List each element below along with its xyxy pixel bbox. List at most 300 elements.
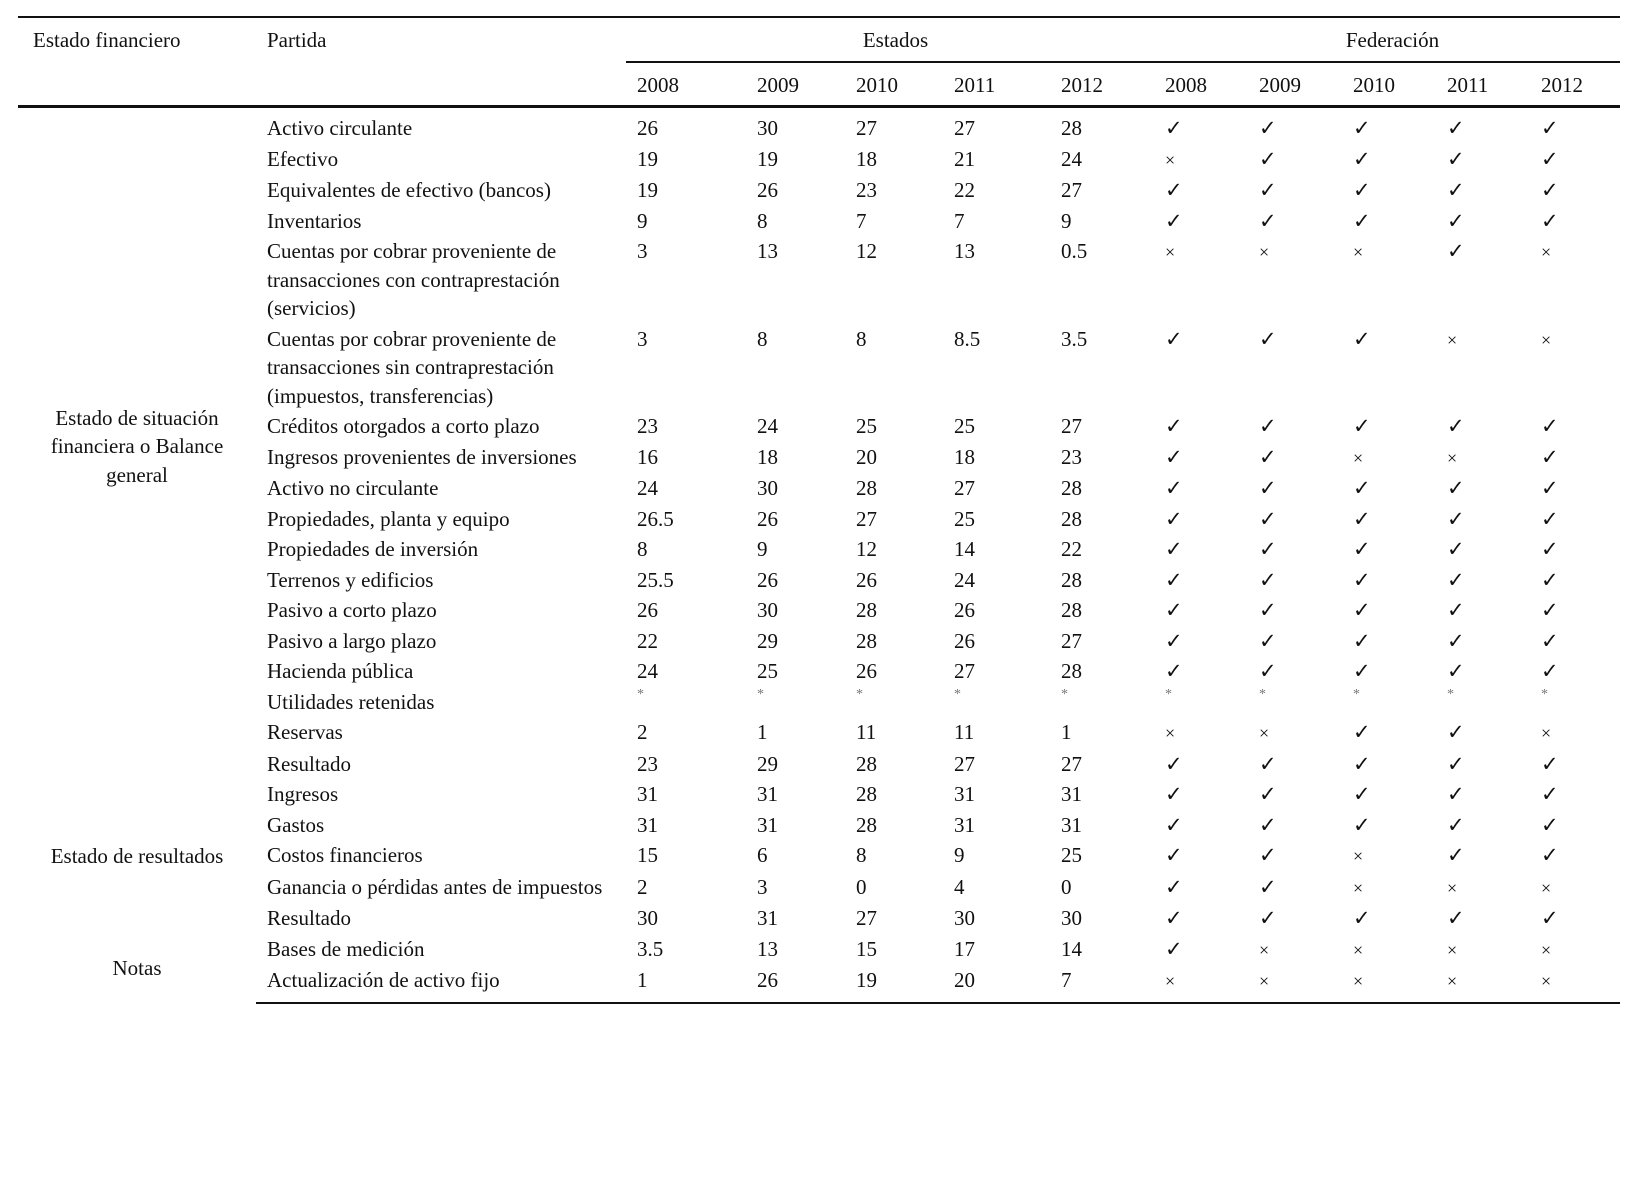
federacion-2010-check-icon xyxy=(1342,504,1436,535)
table-row xyxy=(18,595,1620,626)
estados-value-2009: 31 xyxy=(757,812,778,837)
cross-icon: × xyxy=(1353,939,1364,960)
estados-value-2011: 22 xyxy=(954,178,975,202)
estados-value-2008: 25.5 xyxy=(637,567,674,592)
check-icon: ✓ xyxy=(1447,628,1465,653)
estados-value-2010: 28 xyxy=(856,751,877,776)
asterisk-mark: * xyxy=(757,686,764,702)
federacion-2009-cross-icon xyxy=(1248,965,1342,1003)
estados-value-2011: 9 xyxy=(954,843,965,867)
federacion-2011-check-icon xyxy=(1436,749,1530,780)
header-year-estados-2010: 2010 xyxy=(845,62,943,107)
estados-value-2008 xyxy=(626,687,746,718)
federacion-2011-check-icon xyxy=(1436,504,1530,535)
federacion-2011-cross-icon xyxy=(1436,324,1530,412)
check-icon: ✓ xyxy=(1259,208,1277,233)
federacion-2011-check-icon xyxy=(1436,565,1530,596)
check-icon: ✓ xyxy=(1259,906,1277,930)
check-icon: ✓ xyxy=(1259,146,1277,171)
federacion-2012-cross-icon xyxy=(1530,324,1620,412)
federacion-2009-check-icon xyxy=(1248,749,1342,780)
check-icon: ✓ xyxy=(1165,812,1183,837)
partida-cell: Resultado xyxy=(267,751,351,776)
estados-value-2009: 29 xyxy=(757,751,778,776)
estados-value-2012: 14 xyxy=(1061,936,1082,961)
check-icon: ✓ xyxy=(1541,208,1559,233)
check-icon: ✓ xyxy=(1353,659,1371,683)
estados-value-2009: 25 xyxy=(757,659,778,683)
header-partida: Partida xyxy=(256,17,626,107)
estados-value-2011: 24 xyxy=(954,567,975,592)
federacion-2012-asterisk-mark xyxy=(1530,687,1620,718)
table-row xyxy=(18,965,1620,1003)
estados-value-2010: 28 xyxy=(856,812,877,837)
federacion-2012-check-icon xyxy=(1530,840,1620,872)
federacion-2011-check-icon xyxy=(1436,626,1530,657)
estados-value-2008: 26 xyxy=(637,598,658,622)
estados-value-2011: 8.5 xyxy=(954,326,981,351)
header-year-estados-2011: 2011 xyxy=(943,62,1050,107)
estados-value-2009: 9 xyxy=(757,537,768,561)
check-icon: ✓ xyxy=(1353,628,1371,653)
cross-icon: × xyxy=(1165,971,1176,991)
check-icon: ✓ xyxy=(1541,751,1559,776)
check-icon: ✓ xyxy=(1353,178,1371,202)
estados-value-2008: 23 xyxy=(637,414,658,438)
estados-value-2008: 15 xyxy=(637,843,658,867)
check-icon: ✓ xyxy=(1447,843,1465,867)
federacion-2011-check-icon xyxy=(1436,144,1530,176)
check-icon: ✓ xyxy=(1353,812,1371,837)
header-year-federacion-2011: 2011 xyxy=(1436,62,1530,107)
table-row xyxy=(18,872,1620,904)
federacion-2010-asterisk-mark xyxy=(1342,687,1436,718)
check-icon: ✓ xyxy=(1541,178,1559,202)
estados-value-2011: 21 xyxy=(954,146,975,171)
check-icon: ✓ xyxy=(1165,906,1183,930)
estados-value-2009: 19 xyxy=(757,146,778,171)
table-row xyxy=(18,934,1620,966)
federacion-2012-cross-icon xyxy=(1530,872,1620,904)
federacion-2008-check-icon xyxy=(1154,595,1248,626)
estados-value-2009: 8 xyxy=(757,326,768,351)
federacion-2010-check-icon xyxy=(1342,626,1436,657)
estados-value-2011: 27 xyxy=(954,659,975,683)
federacion-2008-check-icon xyxy=(1154,411,1248,442)
estados-value-2010: 15 xyxy=(856,936,877,961)
partida-cell: Ingresos xyxy=(267,782,339,806)
check-icon: ✓ xyxy=(1353,326,1371,351)
check-icon: ✓ xyxy=(1447,751,1465,776)
federacion-2009-check-icon xyxy=(1248,565,1342,596)
federacion-2008-check-icon xyxy=(1154,749,1248,780)
check-icon: ✓ xyxy=(1541,567,1559,592)
check-icon: ✓ xyxy=(1259,782,1277,806)
partida-cell: Inventarios xyxy=(267,208,362,233)
cross-icon: × xyxy=(1353,877,1364,898)
federacion-2011-check-icon xyxy=(1436,473,1530,504)
cross-icon: × xyxy=(1541,723,1552,743)
check-icon: ✓ xyxy=(1353,782,1371,806)
check-icon: ✓ xyxy=(1353,567,1371,592)
estados-value-2009: 18 xyxy=(757,444,778,469)
check-icon: ✓ xyxy=(1447,537,1465,561)
check-icon: ✓ xyxy=(1353,598,1371,622)
federacion-2009-check-icon xyxy=(1248,473,1342,504)
federacion-2009-check-icon xyxy=(1248,872,1342,904)
federacion-2010-check-icon xyxy=(1342,144,1436,176)
partida-cell: Terrenos y edificios xyxy=(267,567,434,592)
federacion-2008-check-icon xyxy=(1154,175,1248,206)
estados-value-2010: 25 xyxy=(856,414,877,438)
federacion-2012-check-icon xyxy=(1530,442,1620,474)
header-federacion: Federación xyxy=(1154,17,1620,62)
check-icon: ✓ xyxy=(1447,812,1465,837)
asterisk-mark: * xyxy=(1165,686,1172,702)
check-icon: ✓ xyxy=(1353,116,1371,140)
federacion-2010-check-icon xyxy=(1342,656,1436,687)
header-year-federacion-2012: 2012 xyxy=(1530,62,1620,107)
check-icon: ✓ xyxy=(1353,751,1371,776)
estados-value-2009: 26 xyxy=(746,965,845,1003)
check-icon: ✓ xyxy=(1541,598,1559,622)
check-icon: ✓ xyxy=(1541,906,1559,930)
federacion-2011-check-icon xyxy=(1436,810,1530,841)
cross-icon: × xyxy=(1165,242,1176,262)
estados-value-2009: 26 xyxy=(757,178,778,202)
estados-value-2009 xyxy=(746,687,845,718)
federacion-2010-check-icon xyxy=(1342,595,1436,626)
partida-cell: Activo circulante xyxy=(267,116,413,140)
check-icon: ✓ xyxy=(1259,628,1277,653)
estados-value-2010: 27 xyxy=(856,116,877,140)
header-year-federacion-2009: 2009 xyxy=(1248,62,1342,107)
federacion-2010-check-icon xyxy=(1342,903,1436,934)
partida-cell: Bases de medición xyxy=(267,936,425,961)
check-icon: ✓ xyxy=(1541,843,1559,867)
federacion-2010-check-icon xyxy=(1342,411,1436,442)
estados-value-2010: 28 xyxy=(856,782,877,806)
federacion-2012-check-icon xyxy=(1530,626,1620,657)
estados-value-2012: 28 xyxy=(1061,506,1082,531)
federacion-2009-check-icon xyxy=(1248,107,1342,144)
federacion-2008-cross-icon xyxy=(1154,965,1248,1003)
federacion-2009-check-icon xyxy=(1248,779,1342,810)
check-icon: ✓ xyxy=(1259,751,1277,776)
check-icon: ✓ xyxy=(1165,178,1183,202)
partida-cell: Equivalentes de efectivo (bancos) xyxy=(267,178,551,202)
federacion-2011-check-icon xyxy=(1436,411,1530,442)
federacion-2012-check-icon xyxy=(1530,504,1620,535)
federacion-2008-check-icon xyxy=(1154,779,1248,810)
check-icon: ✓ xyxy=(1259,116,1277,140)
estados-value-2012: 27 xyxy=(1061,178,1082,202)
estados-value-2012: 22 xyxy=(1061,537,1082,561)
federacion-2010-cross-icon xyxy=(1342,840,1436,872)
table-row xyxy=(18,411,1620,442)
federacion-2008-cross-icon xyxy=(1154,236,1248,324)
estados-value-2009: 30 xyxy=(757,116,778,140)
estados-value-2011: 31 xyxy=(954,812,975,837)
estados-value-2012: 9 xyxy=(1061,208,1072,233)
check-icon: ✓ xyxy=(1447,598,1465,622)
federacion-2012-check-icon xyxy=(1530,903,1620,934)
header-year-federacion-2010: 2010 xyxy=(1342,62,1436,107)
federacion-2009-check-icon xyxy=(1248,903,1342,934)
check-icon: ✓ xyxy=(1541,146,1559,171)
federacion-2012-check-icon xyxy=(1530,107,1620,144)
cross-icon: × xyxy=(1447,877,1458,898)
cross-icon: × xyxy=(1259,939,1270,960)
estados-value-2008: 3 xyxy=(637,239,648,263)
table-row xyxy=(18,175,1620,206)
estados-value-2010: 26 xyxy=(856,567,877,592)
partida-cell: Resultado xyxy=(267,906,351,930)
header-year-federacion-2008: 2008 xyxy=(1154,62,1248,107)
estados-value-2012: 28 xyxy=(1061,598,1082,622)
check-icon: ✓ xyxy=(1259,326,1277,351)
table-row xyxy=(18,840,1620,872)
federacion-2009-check-icon xyxy=(1248,810,1342,841)
estados-value-2008: 16 xyxy=(637,444,658,469)
estados-value-2010: 8 xyxy=(856,843,867,867)
federacion-2012-cross-icon xyxy=(1530,236,1620,324)
check-icon: ✓ xyxy=(1541,659,1559,683)
check-icon: ✓ xyxy=(1165,444,1183,469)
federacion-2011-check-icon xyxy=(1436,656,1530,687)
estados-value-2010: 19 xyxy=(845,965,943,1003)
estados-value-2012: 1 xyxy=(1061,720,1072,744)
estados-value-2008: 26.5 xyxy=(637,506,674,531)
cross-icon: × xyxy=(1541,877,1552,898)
cross-icon: × xyxy=(1541,242,1552,262)
estados-value-2009: 31 xyxy=(757,782,778,806)
estados-value-2011: 25 xyxy=(954,506,975,531)
estados-value-2009: 3 xyxy=(757,874,768,899)
check-icon: ✓ xyxy=(1165,414,1183,438)
estados-value-2010: 18 xyxy=(856,146,877,171)
partida-cell: Reservas xyxy=(267,720,343,744)
federacion-2011-check-icon xyxy=(1436,236,1530,324)
category-label: Estado de resultados xyxy=(50,844,224,868)
federacion-2012-check-icon xyxy=(1530,534,1620,565)
estados-value-2012: 27 xyxy=(1061,414,1082,438)
federacion-2012-check-icon xyxy=(1530,749,1620,780)
federacion-2010-cross-icon xyxy=(1342,934,1436,966)
check-icon: ✓ xyxy=(1447,782,1465,806)
estados-value-2010: 27 xyxy=(856,506,877,531)
header-year-estados-2012: 2012 xyxy=(1050,62,1154,107)
estados-value-2011: 20 xyxy=(943,965,1050,1003)
cross-icon: × xyxy=(1541,939,1552,960)
check-icon: ✓ xyxy=(1165,659,1183,683)
estados-value-2012: 27 xyxy=(1061,751,1082,776)
federacion-2011-check-icon xyxy=(1436,175,1530,206)
check-icon: ✓ xyxy=(1165,843,1183,867)
table-row xyxy=(18,236,1620,324)
estados-value-2009: 1 xyxy=(757,720,768,744)
estados-value-2008: 2 xyxy=(637,874,648,899)
partida-cell: Propiedades de inversión xyxy=(267,537,479,561)
federacion-2010-check-icon xyxy=(1342,534,1436,565)
federacion-2011-cross-icon xyxy=(1436,442,1530,474)
federacion-2009-check-icon xyxy=(1248,626,1342,657)
estados-value-2012: 0.5 xyxy=(1061,239,1088,263)
estados-value-2011: 31 xyxy=(954,782,975,806)
check-icon: ✓ xyxy=(1541,476,1559,500)
federacion-2009-check-icon xyxy=(1248,840,1342,872)
estados-value-2012: 24 xyxy=(1061,146,1082,171)
table-row xyxy=(18,779,1620,810)
federacion-2010-cross-icon xyxy=(1342,236,1436,324)
estados-value-2011: 26 xyxy=(954,628,975,653)
check-icon: ✓ xyxy=(1165,537,1183,561)
federacion-2008-cross-icon xyxy=(1154,717,1248,749)
estados-value-2008: 1 xyxy=(626,965,746,1003)
category-label: Notas xyxy=(112,955,162,980)
estados-value-2008: 19 xyxy=(637,178,658,202)
federacion-2009-cross-icon xyxy=(1248,934,1342,966)
federacion-2008-check-icon xyxy=(1154,442,1248,474)
federacion-2012-check-icon xyxy=(1530,565,1620,596)
check-icon: ✓ xyxy=(1165,874,1183,899)
federacion-2012-check-icon xyxy=(1530,779,1620,810)
check-icon: ✓ xyxy=(1165,936,1183,961)
check-icon: ✓ xyxy=(1353,906,1371,930)
cross-icon: × xyxy=(1353,846,1364,866)
federacion-2008-check-icon xyxy=(1154,324,1248,412)
estados-value-2011 xyxy=(943,687,1050,718)
header-year-estados-2008: 2008 xyxy=(626,62,746,107)
check-icon: ✓ xyxy=(1447,116,1465,140)
check-icon: ✓ xyxy=(1541,506,1559,531)
estados-value-2012: 25 xyxy=(1061,843,1082,867)
check-icon: ✓ xyxy=(1165,567,1183,592)
partida-cell: Ingresos provenientes de inversiones xyxy=(267,444,577,469)
federacion-2008-check-icon xyxy=(1154,534,1248,565)
asterisk-mark: * xyxy=(1353,686,1360,702)
federacion-2012-check-icon xyxy=(1530,595,1620,626)
federacion-2008-check-icon xyxy=(1154,934,1248,966)
check-icon: ✓ xyxy=(1259,506,1277,531)
partida-cell: Pasivo a largo plazo xyxy=(267,628,437,653)
federacion-2011-asterisk-mark xyxy=(1436,687,1530,718)
table-row xyxy=(18,626,1620,657)
estados-value-2009: 31 xyxy=(757,906,778,930)
federacion-2010-check-icon xyxy=(1342,810,1436,841)
estados-value-2011: 14 xyxy=(954,537,975,561)
check-icon: ✓ xyxy=(1353,476,1371,500)
check-icon: ✓ xyxy=(1447,567,1465,592)
estados-value-2012: 27 xyxy=(1061,628,1082,653)
estados-value-2011: 7 xyxy=(954,208,965,233)
partida-cell: Cuentas por cobrar proveniente de transacciones sin contraprestación (impuestos, transferencias) xyxy=(267,326,557,408)
federacion-2008-asterisk-mark xyxy=(1154,687,1248,718)
table-row xyxy=(18,717,1620,749)
estados-value-2012: 7 xyxy=(1050,965,1154,1003)
check-icon: ✓ xyxy=(1165,628,1183,653)
cross-icon: × xyxy=(1259,242,1270,262)
check-icon: ✓ xyxy=(1541,628,1559,653)
federacion-2009-check-icon xyxy=(1248,206,1342,237)
federacion-2011-check-icon xyxy=(1436,534,1530,565)
check-icon: ✓ xyxy=(1165,506,1183,531)
federacion-2010-cross-icon xyxy=(1342,965,1436,1003)
estados-value-2008: 9 xyxy=(637,208,648,233)
federacion-2011-check-icon xyxy=(1436,779,1530,810)
check-icon: ✓ xyxy=(1165,751,1183,776)
table-row xyxy=(18,206,1620,237)
federacion-2008-check-icon xyxy=(1154,626,1248,657)
check-icon: ✓ xyxy=(1259,567,1277,592)
check-icon: ✓ xyxy=(1447,239,1465,263)
table-row xyxy=(18,749,1620,780)
partida-cell: Cuentas por cobrar proveniente de transacciones con contraprestación (servicios) xyxy=(267,239,560,320)
estados-value-2008: 19 xyxy=(637,146,658,171)
check-icon: ✓ xyxy=(1541,414,1559,438)
cross-icon: × xyxy=(1353,447,1364,468)
estados-value-2008: 22 xyxy=(637,628,658,653)
check-icon: ✓ xyxy=(1541,812,1559,837)
asterisk-mark: * xyxy=(1259,686,1266,702)
federacion-2010-check-icon xyxy=(1342,206,1436,237)
federacion-2012-cross-icon xyxy=(1530,934,1620,966)
cross-icon: × xyxy=(1541,971,1552,991)
federacion-2012-cross-icon xyxy=(1530,965,1620,1003)
federacion-2009-cross-icon xyxy=(1248,236,1342,324)
check-icon: ✓ xyxy=(1165,476,1183,500)
estados-value-2008: 24 xyxy=(637,476,658,500)
header-estados: Estados xyxy=(626,17,1154,62)
check-icon: ✓ xyxy=(1259,414,1277,438)
estados-value-2011: 11 xyxy=(954,720,975,744)
estados-value-2009: 6 xyxy=(757,843,768,867)
check-icon: ✓ xyxy=(1165,116,1183,140)
federacion-2010-check-icon xyxy=(1342,473,1436,504)
estados-value-2009: 30 xyxy=(757,476,778,500)
cross-icon: × xyxy=(1165,149,1176,170)
check-icon: ✓ xyxy=(1447,208,1465,233)
check-icon: ✓ xyxy=(1541,116,1559,140)
federacion-2011-check-icon xyxy=(1436,903,1530,934)
estados-value-2008: 3 xyxy=(637,326,648,351)
category-label: Estado de situación financiera o Balance general xyxy=(50,405,224,487)
cross-icon: × xyxy=(1353,971,1364,991)
estados-value-2012: 30 xyxy=(1061,906,1082,930)
federacion-2012-check-icon xyxy=(1530,411,1620,442)
federacion-2008-check-icon xyxy=(1154,565,1248,596)
federacion-2012-check-icon xyxy=(1530,810,1620,841)
check-icon: ✓ xyxy=(1447,178,1465,202)
estados-value-2011: 26 xyxy=(954,598,975,622)
federacion-2010-cross-icon xyxy=(1342,442,1436,474)
estados-value-2012: 28 xyxy=(1061,476,1082,500)
federacion-2008-check-icon xyxy=(1154,473,1248,504)
federacion-2010-check-icon xyxy=(1342,717,1436,749)
estados-value-2011: 27 xyxy=(954,476,975,500)
check-icon: ✓ xyxy=(1447,476,1465,500)
table-row xyxy=(18,504,1620,535)
estados-value-2010 xyxy=(845,687,943,718)
estados-value-2009: 13 xyxy=(757,936,778,961)
estados-value-2011: 30 xyxy=(954,906,975,930)
estados-value-2012: 3.5 xyxy=(1061,326,1088,351)
federacion-2010-check-icon xyxy=(1342,175,1436,206)
estados-value-2010: 11 xyxy=(856,720,877,744)
federacion-2009-check-icon xyxy=(1248,534,1342,565)
check-icon: ✓ xyxy=(1165,782,1183,806)
estados-value-2008: 30 xyxy=(637,906,658,930)
